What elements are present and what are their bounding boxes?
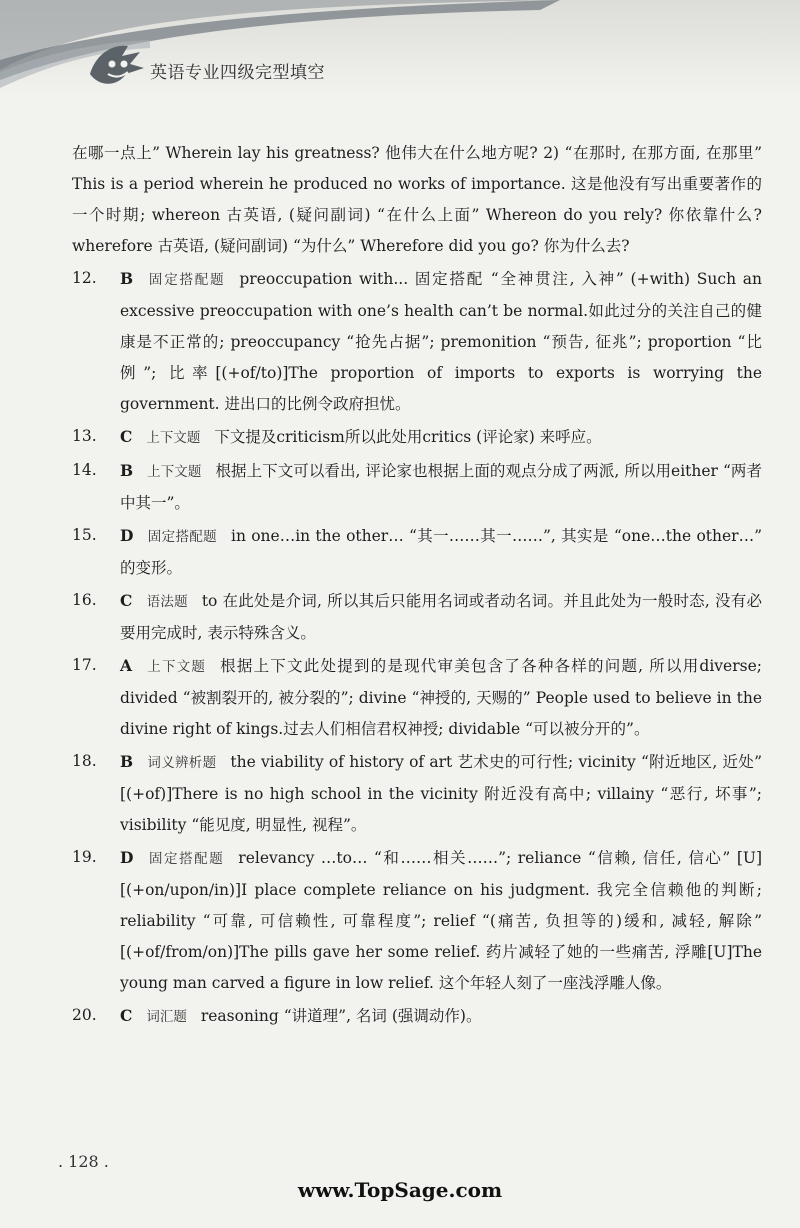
- item-number: 14.: [72, 461, 97, 479]
- question-type: 上下文题: [146, 659, 207, 675]
- item-body: [120, 650, 762, 745]
- item-number: 16.: [72, 591, 97, 609]
- answer-item-20: [72, 1000, 762, 1033]
- answer-item-15: [72, 520, 762, 584]
- answer-letter: D: [120, 526, 134, 545]
- item-body: [120, 263, 762, 420]
- mascot-logo-icon: [82, 34, 148, 92]
- answer-letter: C: [120, 591, 133, 610]
- item-body: [120, 746, 762, 841]
- answer-item-16: [72, 585, 762, 649]
- page-number: . 128 .: [58, 1152, 109, 1171]
- answer-explanations: [72, 138, 762, 1033]
- explanation-text: 根据上下文此处提到的是现代审美包含了各种各样的问题, 所以用diverse; divided “被割裂开的, 被分裂的”; divine “神授的, 天赐的” People used to believe in the divine right of kings.过去人们相信君权神授; dividable “可以被分开的”。: [120, 657, 762, 738]
- item-body: [120, 585, 762, 649]
- continued-paragraph: 在哪一点上” Wherein lay his greatness? 他伟大在什么地方呢? 2) “在那时, 在那方面, 在那里” This is a period wherein he produced no works of importance. 这是他没有写出重要著作的一个时期; whereon 古英语, (疑问副词) “在什么上面” Whereon do you rely? 你依靠什么? wherefore 古英语, (疑问副词) “为什么” Wherefore did you go? 你为什么去?: [72, 144, 762, 255]
- item-body: [120, 1000, 762, 1033]
- item-number: 15.: [72, 526, 97, 544]
- book-title: 英语专业四级完型填空: [150, 63, 325, 83]
- explanation-text: relevancy …to… “和……相关……”; reliance “信赖, 信任, 信心” [U][(+on/upon/in)]I place complete reliance on his judgment. 我完全信赖他的判断; reliability “可靠, 可信赖性, 可靠程度”; relief “(痛苦, 负担等的)缓和, 减轻, 解除” [(+of/from/on)]The pills gave her some relief. 药片减轻了她的一些痛苦, 浮雕[U]The young man carved a figure in low relief. 这个年轻人刻了一座浅浮雕人像。: [120, 849, 762, 992]
- item-body: [120, 520, 762, 584]
- item-number: 17.: [72, 656, 97, 674]
- item-number: 13.: [72, 427, 97, 445]
- answer-letter: B: [120, 752, 134, 771]
- question-type: 上下文题: [146, 430, 201, 446]
- answer-letter: C: [120, 427, 133, 446]
- explanation-text: to 在此处是介词, 所以其后只能用名词或者动名词。并且此处为一般时态, 没有必要用完成时, 表示特殊含义。: [120, 592, 763, 642]
- explanation-text: reasoning “讲道理”, 名词 (强调动作)。: [200, 1007, 482, 1025]
- item-body: [120, 842, 762, 999]
- answer-letter: B: [120, 269, 134, 288]
- answer-letter: A: [120, 656, 133, 675]
- answer-item-14: [72, 455, 762, 519]
- question-type: 固定搭配题: [147, 272, 226, 288]
- question-type: 语法题: [146, 594, 188, 610]
- question-type: 上下文题: [147, 464, 202, 480]
- question-type: 词汇题: [146, 1009, 187, 1025]
- item-number: 12.: [72, 269, 97, 287]
- item-body: [120, 421, 762, 454]
- footer-url-link[interactable]: www.TopSage.com: [297, 1178, 503, 1202]
- answer-letter: D: [120, 848, 134, 867]
- answer-item-13: [72, 421, 762, 454]
- question-type: 固定搭配题: [147, 529, 218, 545]
- answer-item-17: [72, 650, 762, 745]
- explanation-text: in one…in the other… “其一……其一……”, 其实是 “one…the other…” 的变形。: [120, 527, 762, 577]
- answer-item-12: [72, 263, 762, 420]
- page-header: [0, 0, 800, 95]
- item-number: 20.: [72, 1006, 97, 1024]
- explanation-text: the viability of history of art 艺术史的可行性; vicinity “附近地区, 近处” [(+of)]There is no high school in the vicinity 附近没有高中; villainy “恶行, 坏事”; visibility “能见度, 明显性, 视程”。: [120, 753, 763, 834]
- answer-letter: C: [120, 1006, 133, 1025]
- answer-letter: B: [120, 461, 134, 480]
- item-number: 18.: [72, 752, 97, 770]
- explanation-text: 下文提及criticism所以此处用critics (评论家) 来呼应。: [214, 428, 602, 446]
- item-number: 19.: [72, 848, 97, 866]
- item-body: [120, 455, 762, 519]
- question-type: 固定搭配题: [147, 851, 225, 867]
- answer-item-18: [72, 746, 762, 841]
- question-type: 词义辨析题: [147, 755, 217, 771]
- answer-item-19: [72, 842, 762, 999]
- explanation-text: preoccupation with... 固定搭配 “全神贯注, 入神” (+with) Such an excessive preoccupation with one’s health can’t be normal.如此过分的关注自己的健康是不正常的; preoccupancy “抢先占据”; premonition “预告, 征兆”; proportion “比例”; 比率[(+of/to)]The proportion of imports to exports is worrying the government. 进出口的比例令政府担忧。: [120, 270, 762, 413]
- explanation-text: 根据上下文可以看出, 评论家也根据上面的观点分成了两派, 所以用either “两者中其一”。: [120, 462, 762, 512]
